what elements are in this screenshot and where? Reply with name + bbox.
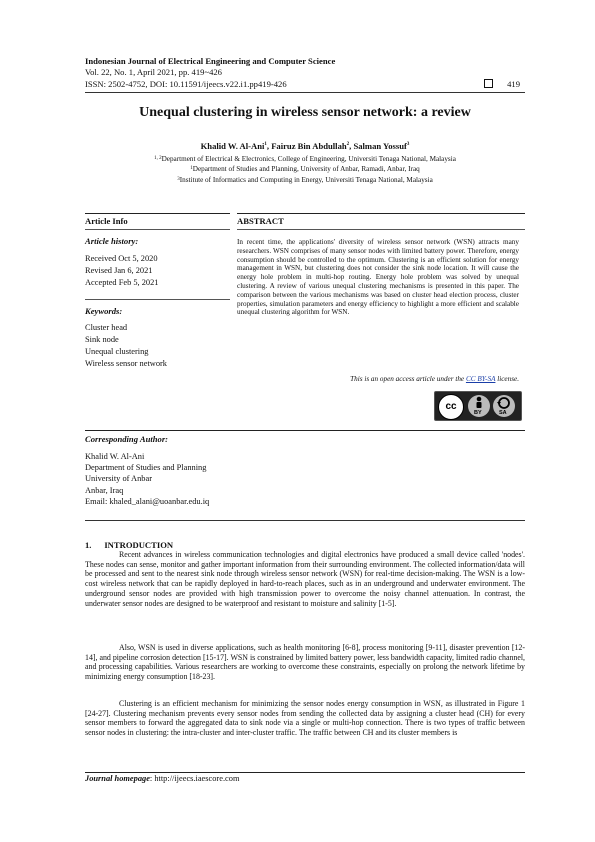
history-accepted: Accepted Feb 5, 2021 xyxy=(85,278,159,287)
affiliation-sup: 1 xyxy=(190,166,193,171)
box-bottom-rule xyxy=(85,430,525,431)
footer-url[interactable]: : http://ijeecs.iaescore.com xyxy=(149,774,240,783)
info-divider xyxy=(85,299,230,300)
history-received: Received Oct 5, 2020 xyxy=(85,254,158,263)
share-alike-icon xyxy=(493,395,515,411)
article-history-heading: Article history: xyxy=(85,236,139,246)
footer-rule xyxy=(85,772,525,773)
license-link[interactable]: CC BY-SA xyxy=(465,375,496,383)
cc-license-badge[interactable] xyxy=(434,391,522,421)
corresponding-email: Email: khaled_alani@uoanbar.edu.iq xyxy=(85,497,210,506)
open-access-note xyxy=(300,375,519,383)
issn-doi: ISSN: 2502-4752, DOI: 10.11591/ijeecs.v22.i1.pp419-426 xyxy=(85,79,287,89)
author-sup: 2 xyxy=(346,142,350,147)
affiliation-text: Institute of Informatics and Computing in Energy, Universiti Tenaga National, Malaysia xyxy=(179,176,433,184)
intro-paragraph: Also, WSN is used in diverse applications, such as health monitoring [6-8], process monitoring [9-11], disaster prevention [12-14], and pipeline corrosion detection [15-17]. WSN is constrained by limited battery power, less bandwidth capacity, limited radio channel, and processing capabilities. Various researchers are working to overcome these constraints, especially on prolong the network lifetime by minimizing energy consumption [18-23]. xyxy=(85,643,525,682)
sa-label: SA xyxy=(499,410,507,416)
square-icon xyxy=(484,79,493,88)
open-access-prefix: This is an open access article under the xyxy=(350,375,466,383)
corresponding-heading: Corresponding Author: xyxy=(85,434,169,444)
info-top-rule xyxy=(85,213,230,214)
keyword-item: Unequal clustering xyxy=(85,347,149,356)
header-divider xyxy=(85,92,525,93)
intro-heading: 1. INTRODUCTION xyxy=(85,540,174,550)
affiliation-sup: 1, 2 xyxy=(154,156,162,161)
by-label: BY xyxy=(474,410,482,416)
page-number: 419 xyxy=(507,79,520,89)
open-access-suffix: license. xyxy=(495,375,519,383)
person-icon xyxy=(468,395,490,411)
intro-paragraph: Clustering is an efficient mechanism for minimizing the sensor nodes energy consumption in WSN, as illustrated in Figure 1 [24-27]. Clustering mechanism prevents every sensor nodes from sending the collected data by assigning a cluster head (CH) for every sensor members to forward the aggregated data to sink node via a single or multi-hop connection. There is two types of traffic between sensor nodes in clustering: the intra-cluster and inter-cluster traffic. The traffic between CH and its cluster members is xyxy=(85,699,525,738)
keyword-item: Wireless sensor network xyxy=(85,359,167,368)
cc-icon: cc xyxy=(438,394,464,420)
author-sup: 3 xyxy=(406,142,410,147)
article-info-heading: Article Info xyxy=(85,216,128,226)
corresponding-rule xyxy=(85,520,525,521)
abstract-text: In recent time, the applications' diversity of wireless sensor network (WSN) attracts many researchers. WSN comprises of many sensor nodes with limited battery power. Therefore, energy consumption should be controlled to the optimum. Clustering is an efficient solution for energy management in WSN, but clustering does not consider the sink node location. It will cause the energy hole problem in multi-hop routing. Energy hole problem was solved by unequal clustering. A review of various unequal clustering mechanisms is presented in this paper. The comparison between the various mechanisms was based on cluster head election process, cluster properties, simulation parameters and energy efficiency to highlight a more efficient and scalable unequal clustering algorithm for WSN. xyxy=(237,238,519,317)
abstract-heading: ABSTRACT xyxy=(237,216,284,226)
corresponding-univ: University of Anbar xyxy=(85,474,152,483)
author-sup: 1 xyxy=(264,142,267,147)
volume-info: Vol. 22, No. 1, April 2021, pp. 419~426 xyxy=(85,67,222,77)
abstract-top-rule xyxy=(237,213,525,214)
corresponding-location: Anbar, Iraq xyxy=(85,486,124,495)
affiliation xyxy=(85,165,525,174)
author-name: Salman Yossuf xyxy=(353,141,407,151)
intro-paragraph: Recent advances in wireless communication technologies and digital electronics have produced a small device called 'nodes'. These nodes can sense, monitor and gather important information from their surrounding environment. The collected information/data will be processed and sent to the nearest sink node through wireless sensor network (WSN) for real-time decision-making. The WSN is a low-cost wireless network that can be rapidly deployed in hard-to-reach places, such as in an underground and underwater environment. The underground sensor nodes are provided with high transmission power to overcome the noisy channel attenuation. In contrast, the underwater sensor nodes are designed to be waterproof and resistant to moisture and salinity [1-5]. xyxy=(85,550,525,608)
corresponding-dept: Department of Studies and Planning xyxy=(85,463,207,472)
affiliation-sup: 3 xyxy=(177,177,180,182)
author-name: Khalid W. Al-Ani xyxy=(200,141,265,151)
journal-name: Indonesian Journal of Electrical Engineering and Computer Science xyxy=(85,56,336,66)
author-name: Fairuz Bin Abdullah xyxy=(271,141,347,151)
history-revised: Revised Jan 6, 2021 xyxy=(85,266,153,275)
paper-title: Unequal clustering in wireless sensor network: a review xyxy=(139,105,471,120)
affiliation-text: Department of Studies and Planning, University of Anbar, Ramadi, Anbar, Iraq xyxy=(192,165,420,173)
corresponding-name: Khalid W. Al-Ani xyxy=(85,452,145,461)
affiliation xyxy=(85,155,525,164)
keyword-item: Cluster head xyxy=(85,323,128,332)
keywords-heading: Keywords: xyxy=(85,306,123,316)
abstract-mid-rule xyxy=(237,229,525,230)
keyword-item: Sink node xyxy=(85,335,119,344)
footer xyxy=(85,774,239,783)
author-list: Khalid W. Al-Ani$^1$, Fairuz Bin Abdullah$^2$, Salman Yossuf$^3$ xyxy=(200,141,410,151)
footer-label: Journal homepage xyxy=(85,774,150,783)
info-mid-rule xyxy=(85,229,230,230)
affiliation-text: Department of Electrical & Electronics, College of Engineering, Universiti Tenaga National, Malaysia xyxy=(161,155,456,163)
affiliation xyxy=(85,176,525,185)
